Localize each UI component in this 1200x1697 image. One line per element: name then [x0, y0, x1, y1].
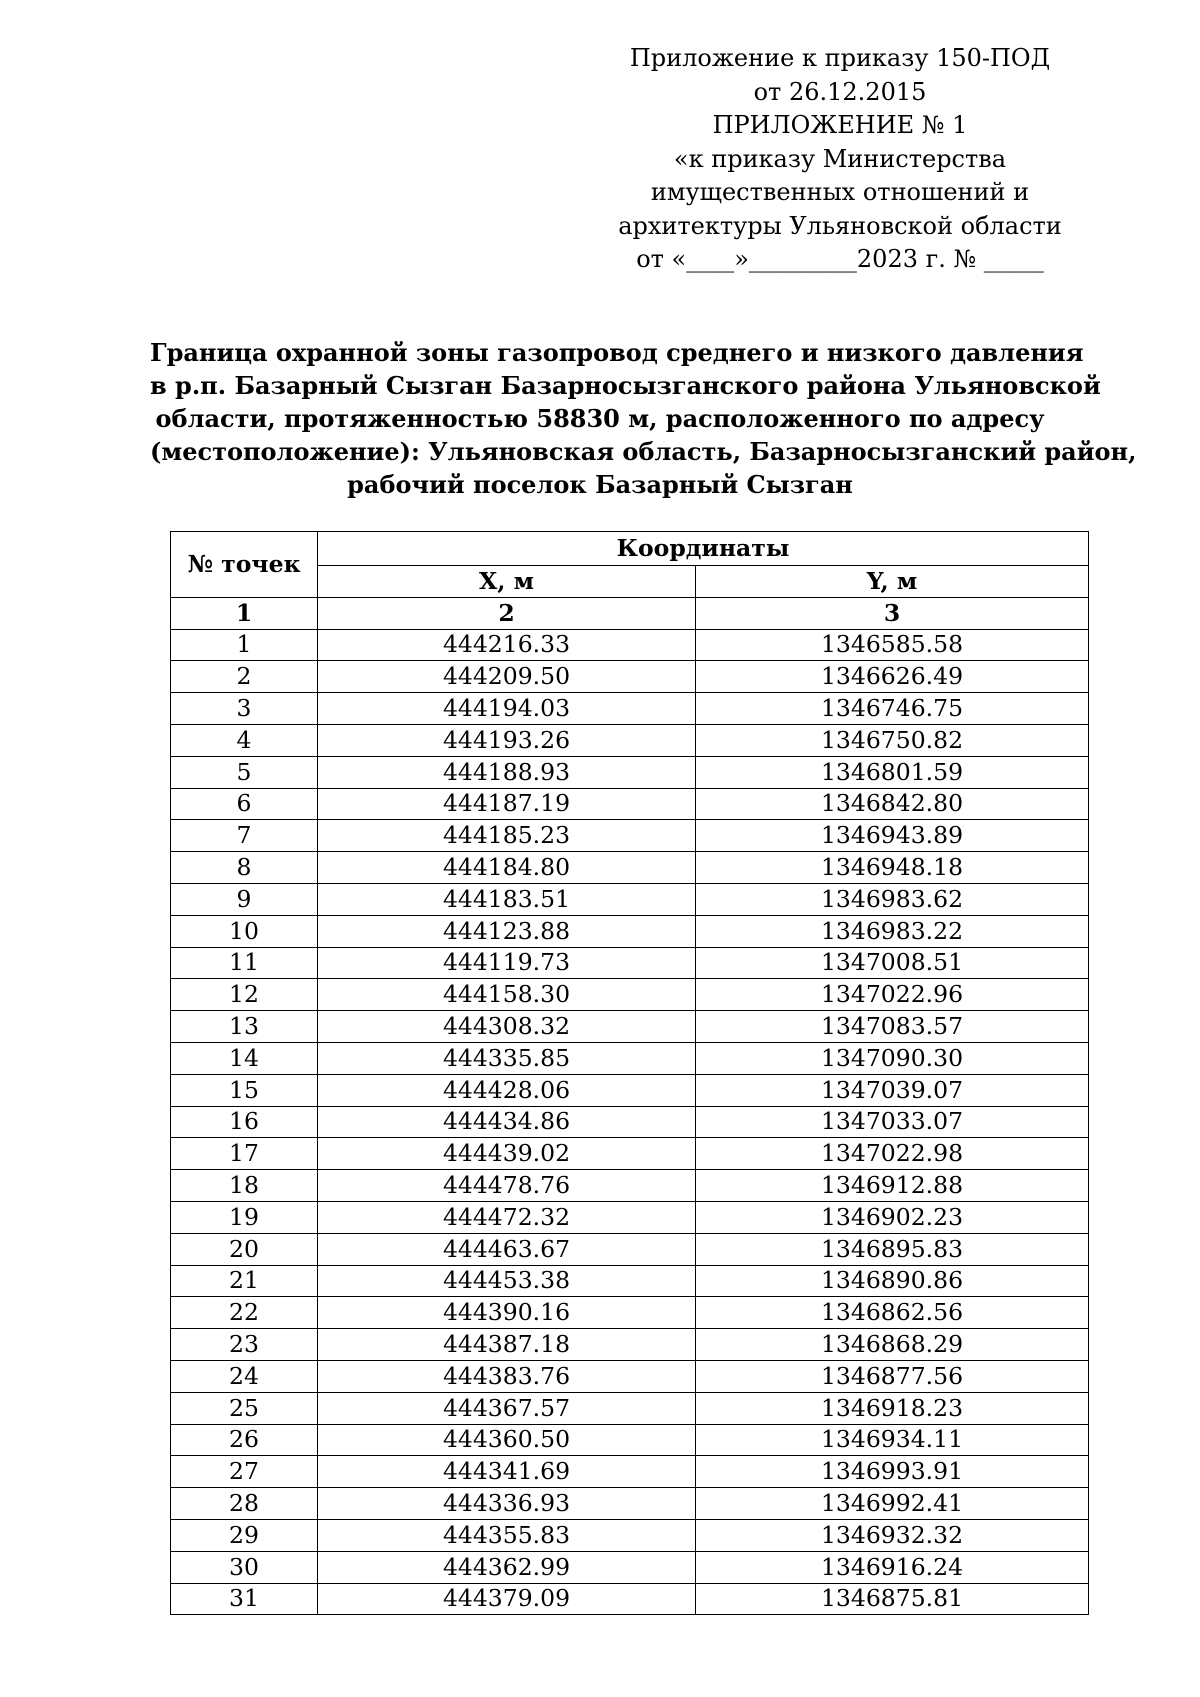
y-coordinate-cell: 1346943.89 — [696, 820, 1089, 852]
point-number-cell: 16 — [171, 1106, 318, 1138]
point-number-cell: 3 — [171, 693, 318, 725]
point-number-cell: 13 — [171, 1011, 318, 1043]
x-coordinate-cell: 444390.16 — [318, 1297, 696, 1329]
point-number-cell: 25 — [171, 1392, 318, 1424]
header-line: от «____»_________2023 г. № _____ — [636, 245, 1044, 273]
title-line: (местоположение): Ульяновская область, Базарносызганский район, — [150, 437, 1137, 466]
coordinates-table — [170, 531, 1089, 1615]
y-coordinate-cell: 1346801.59 — [696, 756, 1089, 788]
title-line: рабочий поселок Базарный Сызган — [347, 470, 853, 499]
table-row — [171, 915, 1089, 947]
table-row — [171, 1360, 1089, 1392]
point-number-cell: 22 — [171, 1297, 318, 1329]
table-row — [171, 788, 1089, 820]
document-title — [150, 336, 1137, 501]
x-coordinate-cell: 444209.50 — [318, 661, 696, 693]
y-coordinate-cell: 1346842.80 — [696, 788, 1089, 820]
x-coordinate-cell: 444439.02 — [318, 1138, 696, 1170]
y-coordinate-cell: 1346862.56 — [696, 1297, 1089, 1329]
point-number-cell: 4 — [171, 724, 318, 756]
x-coordinate-cell: 444362.99 — [318, 1551, 696, 1583]
y-coordinate-cell: 1346934.11 — [696, 1424, 1089, 1456]
table-row — [171, 852, 1089, 884]
x-coordinate-cell: 444193.26 — [318, 724, 696, 756]
x-coordinate-cell: 444188.93 — [318, 756, 696, 788]
table-row — [171, 1297, 1089, 1329]
table-row — [171, 661, 1089, 693]
y-coordinate-cell: 1346875.81 — [696, 1583, 1089, 1615]
y-coordinate-cell: 1347022.96 — [696, 979, 1089, 1011]
table-row — [171, 693, 1089, 725]
table-row — [171, 756, 1089, 788]
x-coordinate-cell: 444335.85 — [318, 1042, 696, 1074]
table-row — [171, 1456, 1089, 1488]
point-number-cell: 14 — [171, 1042, 318, 1074]
y-coordinate-cell: 1346948.18 — [696, 852, 1089, 884]
y-coordinate-cell: 1347083.57 — [696, 1011, 1089, 1043]
point-number-cell: 18 — [171, 1170, 318, 1202]
y-coordinate-cell: 1346868.29 — [696, 1329, 1089, 1361]
table-row — [171, 1551, 1089, 1583]
y-coordinate-cell: 1346585.58 — [696, 629, 1089, 661]
point-number-cell: 5 — [171, 756, 318, 788]
header-line: Приложение к приказу 150-ПОД — [629, 44, 1051, 72]
point-number-cell: 7 — [171, 820, 318, 852]
table-row — [171, 979, 1089, 1011]
header-line: архитектуры Ульяновской области — [618, 211, 1062, 240]
x-coordinate-cell: 444187.19 — [318, 788, 696, 820]
x-coordinate-cell: 444158.30 — [318, 979, 696, 1011]
point-number-cell: 1 — [171, 629, 318, 661]
point-number-cell: 31 — [171, 1583, 318, 1615]
x-coordinate-cell: 444383.76 — [318, 1360, 696, 1392]
point-number-cell: 12 — [171, 979, 318, 1011]
y-coordinate-cell: 1346932.32 — [696, 1519, 1089, 1551]
x-coordinate-cell: 444308.32 — [318, 1011, 696, 1043]
points-column-header: № точек — [171, 532, 318, 598]
y-coordinate-cell: 1347033.07 — [696, 1106, 1089, 1138]
table-row — [171, 1106, 1089, 1138]
x-coordinate-cell: 444183.51 — [318, 883, 696, 915]
table-row — [171, 1042, 1089, 1074]
x-coordinate-cell: 444379.09 — [318, 1583, 696, 1615]
y-coordinate-cell: 1347090.30 — [696, 1042, 1089, 1074]
x-coordinate-cell: 444185.23 — [318, 820, 696, 852]
x-coordinate-cell: 444387.18 — [318, 1329, 696, 1361]
point-number-cell: 17 — [171, 1138, 318, 1170]
header-line: от 26.12.2015 — [753, 77, 927, 106]
x-coordinate-cell: 444341.69 — [318, 1456, 696, 1488]
header-line: имущественных отношений и — [650, 178, 1030, 206]
x-coordinate-cell: 444472.32 — [318, 1201, 696, 1233]
point-number-cell: 24 — [171, 1360, 318, 1392]
table-row — [171, 883, 1089, 915]
title-line: в р.п. Базарный Сызган Базарносызганского района Ульяновской — [150, 371, 1101, 400]
table-row — [171, 1424, 1089, 1456]
column-number-row — [171, 597, 1089, 629]
table-row — [171, 1583, 1089, 1615]
table-header-row — [171, 532, 1089, 566]
table-row — [171, 947, 1089, 979]
point-number-cell: 8 — [171, 852, 318, 884]
title-line: области, протяженностью 58830 м, расположенного по адресу — [155, 404, 1045, 433]
x-coordinate-cell: 444119.73 — [318, 947, 696, 979]
x-coordinate-cell: 444434.86 — [318, 1106, 696, 1138]
x-coordinate-cell: 444355.83 — [318, 1519, 696, 1551]
y-coordinate-cell: 1346895.83 — [696, 1233, 1089, 1265]
y-coordinate-cell: 1347008.51 — [696, 947, 1089, 979]
y-coordinate-cell: 1346626.49 — [696, 661, 1089, 693]
table-row — [171, 1201, 1089, 1233]
x-coordinate-cell: 444463.67 — [318, 1233, 696, 1265]
y-coordinate-cell: 1346750.82 — [696, 724, 1089, 756]
x-coordinate-cell: 444360.50 — [318, 1424, 696, 1456]
y-coordinate-cell: 1346912.88 — [696, 1170, 1089, 1202]
y-coordinate-cell: 1347039.07 — [696, 1074, 1089, 1106]
table-row — [171, 1011, 1089, 1043]
x-coordinate-cell: 444428.06 — [318, 1074, 696, 1106]
y-coordinate-cell: 1346902.23 — [696, 1201, 1089, 1233]
x-coordinate-cell: 444453.38 — [318, 1265, 696, 1297]
table-row — [171, 724, 1089, 756]
table-row — [171, 1170, 1089, 1202]
y-coordinate-cell: 1346890.86 — [696, 1265, 1089, 1297]
x-coordinate-cell: 444478.76 — [318, 1170, 696, 1202]
table-row — [171, 1392, 1089, 1424]
point-number-cell: 29 — [171, 1519, 318, 1551]
y-column-header: Y, м — [696, 566, 1089, 598]
table-row — [171, 629, 1089, 661]
x-coordinate-cell: 444336.93 — [318, 1488, 696, 1520]
table-body — [171, 629, 1089, 1615]
point-number-cell: 15 — [171, 1074, 318, 1106]
y-coordinate-cell: 1346746.75 — [696, 693, 1089, 725]
column-number: 2 — [318, 597, 696, 629]
x-coordinate-cell: 444194.03 — [318, 693, 696, 725]
point-number-cell: 30 — [171, 1551, 318, 1583]
table-row — [171, 1488, 1089, 1520]
header-line: ПРИЛОЖЕНИЕ № 1 — [712, 111, 968, 139]
title-line: Граница охранной зоны газопровод среднего и низкого давления — [150, 338, 1084, 367]
point-number-cell: 23 — [171, 1329, 318, 1361]
y-coordinate-cell: 1346918.23 — [696, 1392, 1089, 1424]
y-coordinate-cell: 1346916.24 — [696, 1551, 1089, 1583]
y-coordinate-cell: 1347022.98 — [696, 1138, 1089, 1170]
y-coordinate-cell: 1346993.91 — [696, 1456, 1089, 1488]
y-coordinate-cell: 1346983.22 — [696, 915, 1089, 947]
point-number-cell: 9 — [171, 883, 318, 915]
x-coordinate-cell: 444184.80 — [318, 852, 696, 884]
point-number-cell: 6 — [171, 788, 318, 820]
table-row — [171, 1138, 1089, 1170]
x-column-header: X, м — [318, 566, 696, 598]
table-row — [171, 1233, 1089, 1265]
coordinates-column-header: Координаты — [318, 532, 1089, 566]
table-row — [171, 1329, 1089, 1361]
column-number: 3 — [696, 597, 1089, 629]
point-number-cell: 10 — [171, 915, 318, 947]
table-row — [171, 1074, 1089, 1106]
point-number-cell: 2 — [171, 661, 318, 693]
table-row — [171, 1265, 1089, 1297]
point-number-cell: 19 — [171, 1201, 318, 1233]
point-number-cell: 28 — [171, 1488, 318, 1520]
x-coordinate-cell: 444216.33 — [318, 629, 696, 661]
column-number: 1 — [171, 597, 318, 629]
point-number-cell: 27 — [171, 1456, 318, 1488]
appendix-header — [560, 42, 1120, 277]
point-number-cell: 26 — [171, 1424, 318, 1456]
header-line: «к приказу Министерства — [673, 144, 1007, 173]
y-coordinate-cell: 1346983.62 — [696, 883, 1089, 915]
point-number-cell: 11 — [171, 947, 318, 979]
x-coordinate-cell: 444123.88 — [318, 915, 696, 947]
y-coordinate-cell: 1346992.41 — [696, 1488, 1089, 1520]
table-row — [171, 1519, 1089, 1551]
point-number-cell: 21 — [171, 1265, 318, 1297]
table-row — [171, 820, 1089, 852]
point-number-cell: 20 — [171, 1233, 318, 1265]
x-coordinate-cell: 444367.57 — [318, 1392, 696, 1424]
y-coordinate-cell: 1346877.56 — [696, 1360, 1089, 1392]
